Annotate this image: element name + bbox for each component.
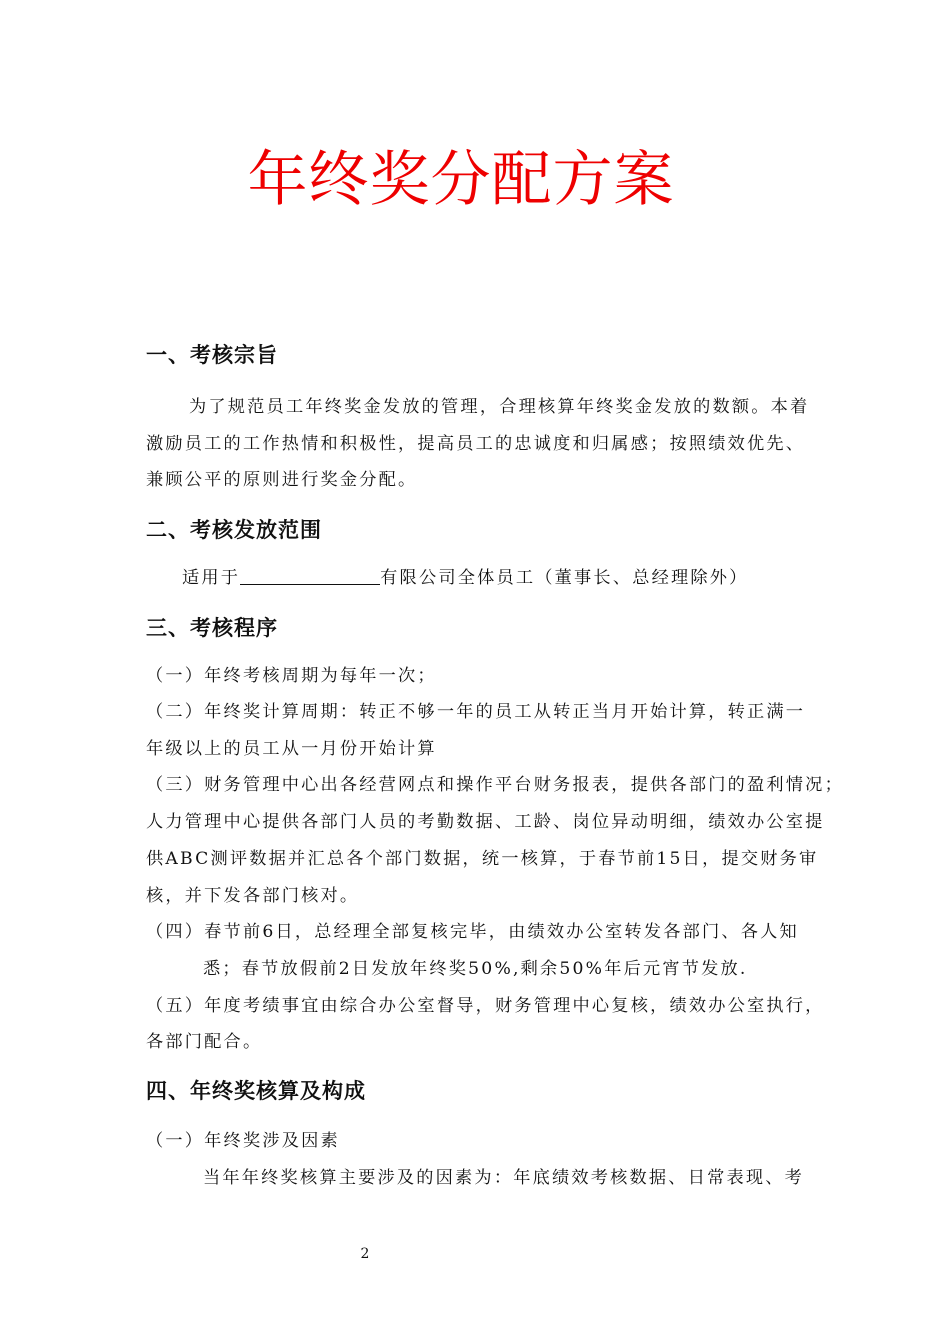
page-number: 2 xyxy=(360,1246,370,1262)
procedure-line: （三）财务管理中心出各经营网点和操作平台财务报表，提供各部门的盈利情况； xyxy=(146,775,844,795)
calculation-line: （一）年终奖涉及因素 xyxy=(146,1131,340,1151)
procedure-line: 人力管理中心提供各部门人员的考勤数据、工龄、岗位异动明细，绩效办公室提 xyxy=(146,812,825,832)
calculation-line: 当年年终奖核算主要涉及的因素为：年底绩效考核数据、日常表现、考 xyxy=(203,1168,805,1188)
section-heading-scope: 二、考核发放范围 xyxy=(146,518,322,542)
procedure-line: 悉；春节放假前2日发放年终奖50%,剩余50%年后元宵节发放. xyxy=(203,959,748,979)
procedure-line: 供ABC测评数据并汇总各个部门数据，统一核算，于春节前15日，提交财务审 xyxy=(146,849,819,869)
procedure-line: 各部门配合。 xyxy=(146,1032,263,1052)
section-heading-calculation: 四、年终奖核算及构成 xyxy=(146,1079,366,1103)
paragraph-line: 兼顾公平的原则进行奖金分配。 xyxy=(146,470,418,490)
procedure-line: （二）年终奖计算周期：转正不够一年的员工从转正当月开始计算，转正满一 xyxy=(146,702,806,722)
paragraph-line: 为了规范员工年终奖金发放的管理，合理核算年终奖金发放的数额。本着 xyxy=(189,397,810,417)
scope-prefix: 适用于 xyxy=(182,568,241,588)
procedure-line: （五）年度考绩事宜由综合办公室督导，财务管理中心复核，绩效办公室执行， xyxy=(146,996,825,1016)
section-heading-procedure: 三、考核程序 xyxy=(146,616,278,640)
document-title: 年终奖分配方案 xyxy=(247,145,675,215)
procedure-line: 核，并下发各部门核对。 xyxy=(146,886,360,906)
procedure-line: （一）年终考核周期为每年一次； xyxy=(146,666,437,686)
procedure-line: 年级以上的员工从一月份开始计算 xyxy=(146,739,437,759)
section-heading-purpose: 一、考核宗旨 xyxy=(146,343,278,367)
scope-suffix: 有限公司全体员工（董事长、总经理除外） xyxy=(380,568,749,588)
company-name-blank xyxy=(240,566,380,585)
paragraph-line: 激励员工的工作热情和积极性，提高员工的忠诚度和归属感；按照绩效优先、 xyxy=(146,434,806,454)
procedure-line: （四）春节前6日，总经理全部复核完毕，由绩效办公室转发各部门、各人知 xyxy=(146,922,799,942)
scope-line xyxy=(182,566,749,590)
